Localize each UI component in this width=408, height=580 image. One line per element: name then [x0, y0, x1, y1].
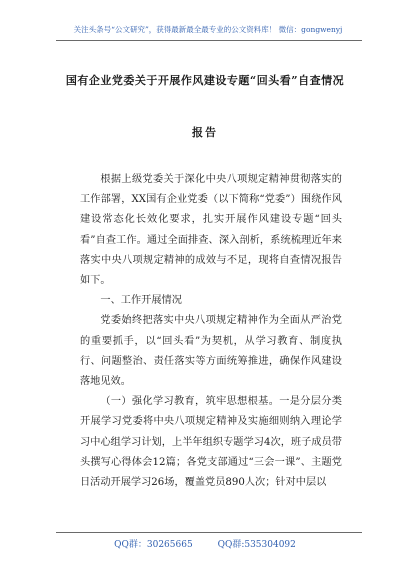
footer-divider: [56, 532, 362, 533]
paragraph-intro: 根据上级党委关于深化中央八项规定精神贯彻落实的工作部署，XX国有企业党委（以下简称“党委”）围绕作风建设常态化长效化要求，扎实开展作风建设专题“回头看”自查工作。通过全面排查、深入剖析，系统梳理近年来落实中央八项规定精神的成效与不足，现将自查情况报告如下。: [80, 174, 342, 287]
footer-qq-2: QQ群:535304092: [217, 540, 296, 550]
header-banner: 关注头条号“公文研究”，获得最新最全最专业的公文资料库！ 微信：gongwenyj: [73, 25, 343, 34]
section-heading: 一、工作开展情况: [100, 295, 182, 307]
document-title: 国有企业党委关于开展作风建设专题“回头看”自查情况: [65, 74, 345, 87]
footer-qq-1: QQ群：30265665: [114, 540, 193, 550]
paragraph-overview: 党委始终把落实中央八项规定精神作为全面从严治党的重要抓手，以“回头看”为契机，从学习教育、制度执行、问题整治、责任落实等方面统筹推进，确保作风建设落地见效。: [80, 315, 342, 388]
footer: [40, 537, 370, 550]
paragraph-study: （一）强化学习教育，筑牢思想根基。一是分层分类开展学习党委将中央八项规定精神及实施细则纳入理论学习中心组学习计划，上半年组织专题学习4次，班子成员带头撰写心得体会12篇；各党支部通过“三会一课”、主题党日活动开展学习26场，覆盖党员890人次；针对中层以: [80, 396, 342, 489]
document-subtitle: 报告: [192, 126, 218, 139]
header-divider: [56, 40, 362, 41]
document-body: [80, 170, 342, 493]
